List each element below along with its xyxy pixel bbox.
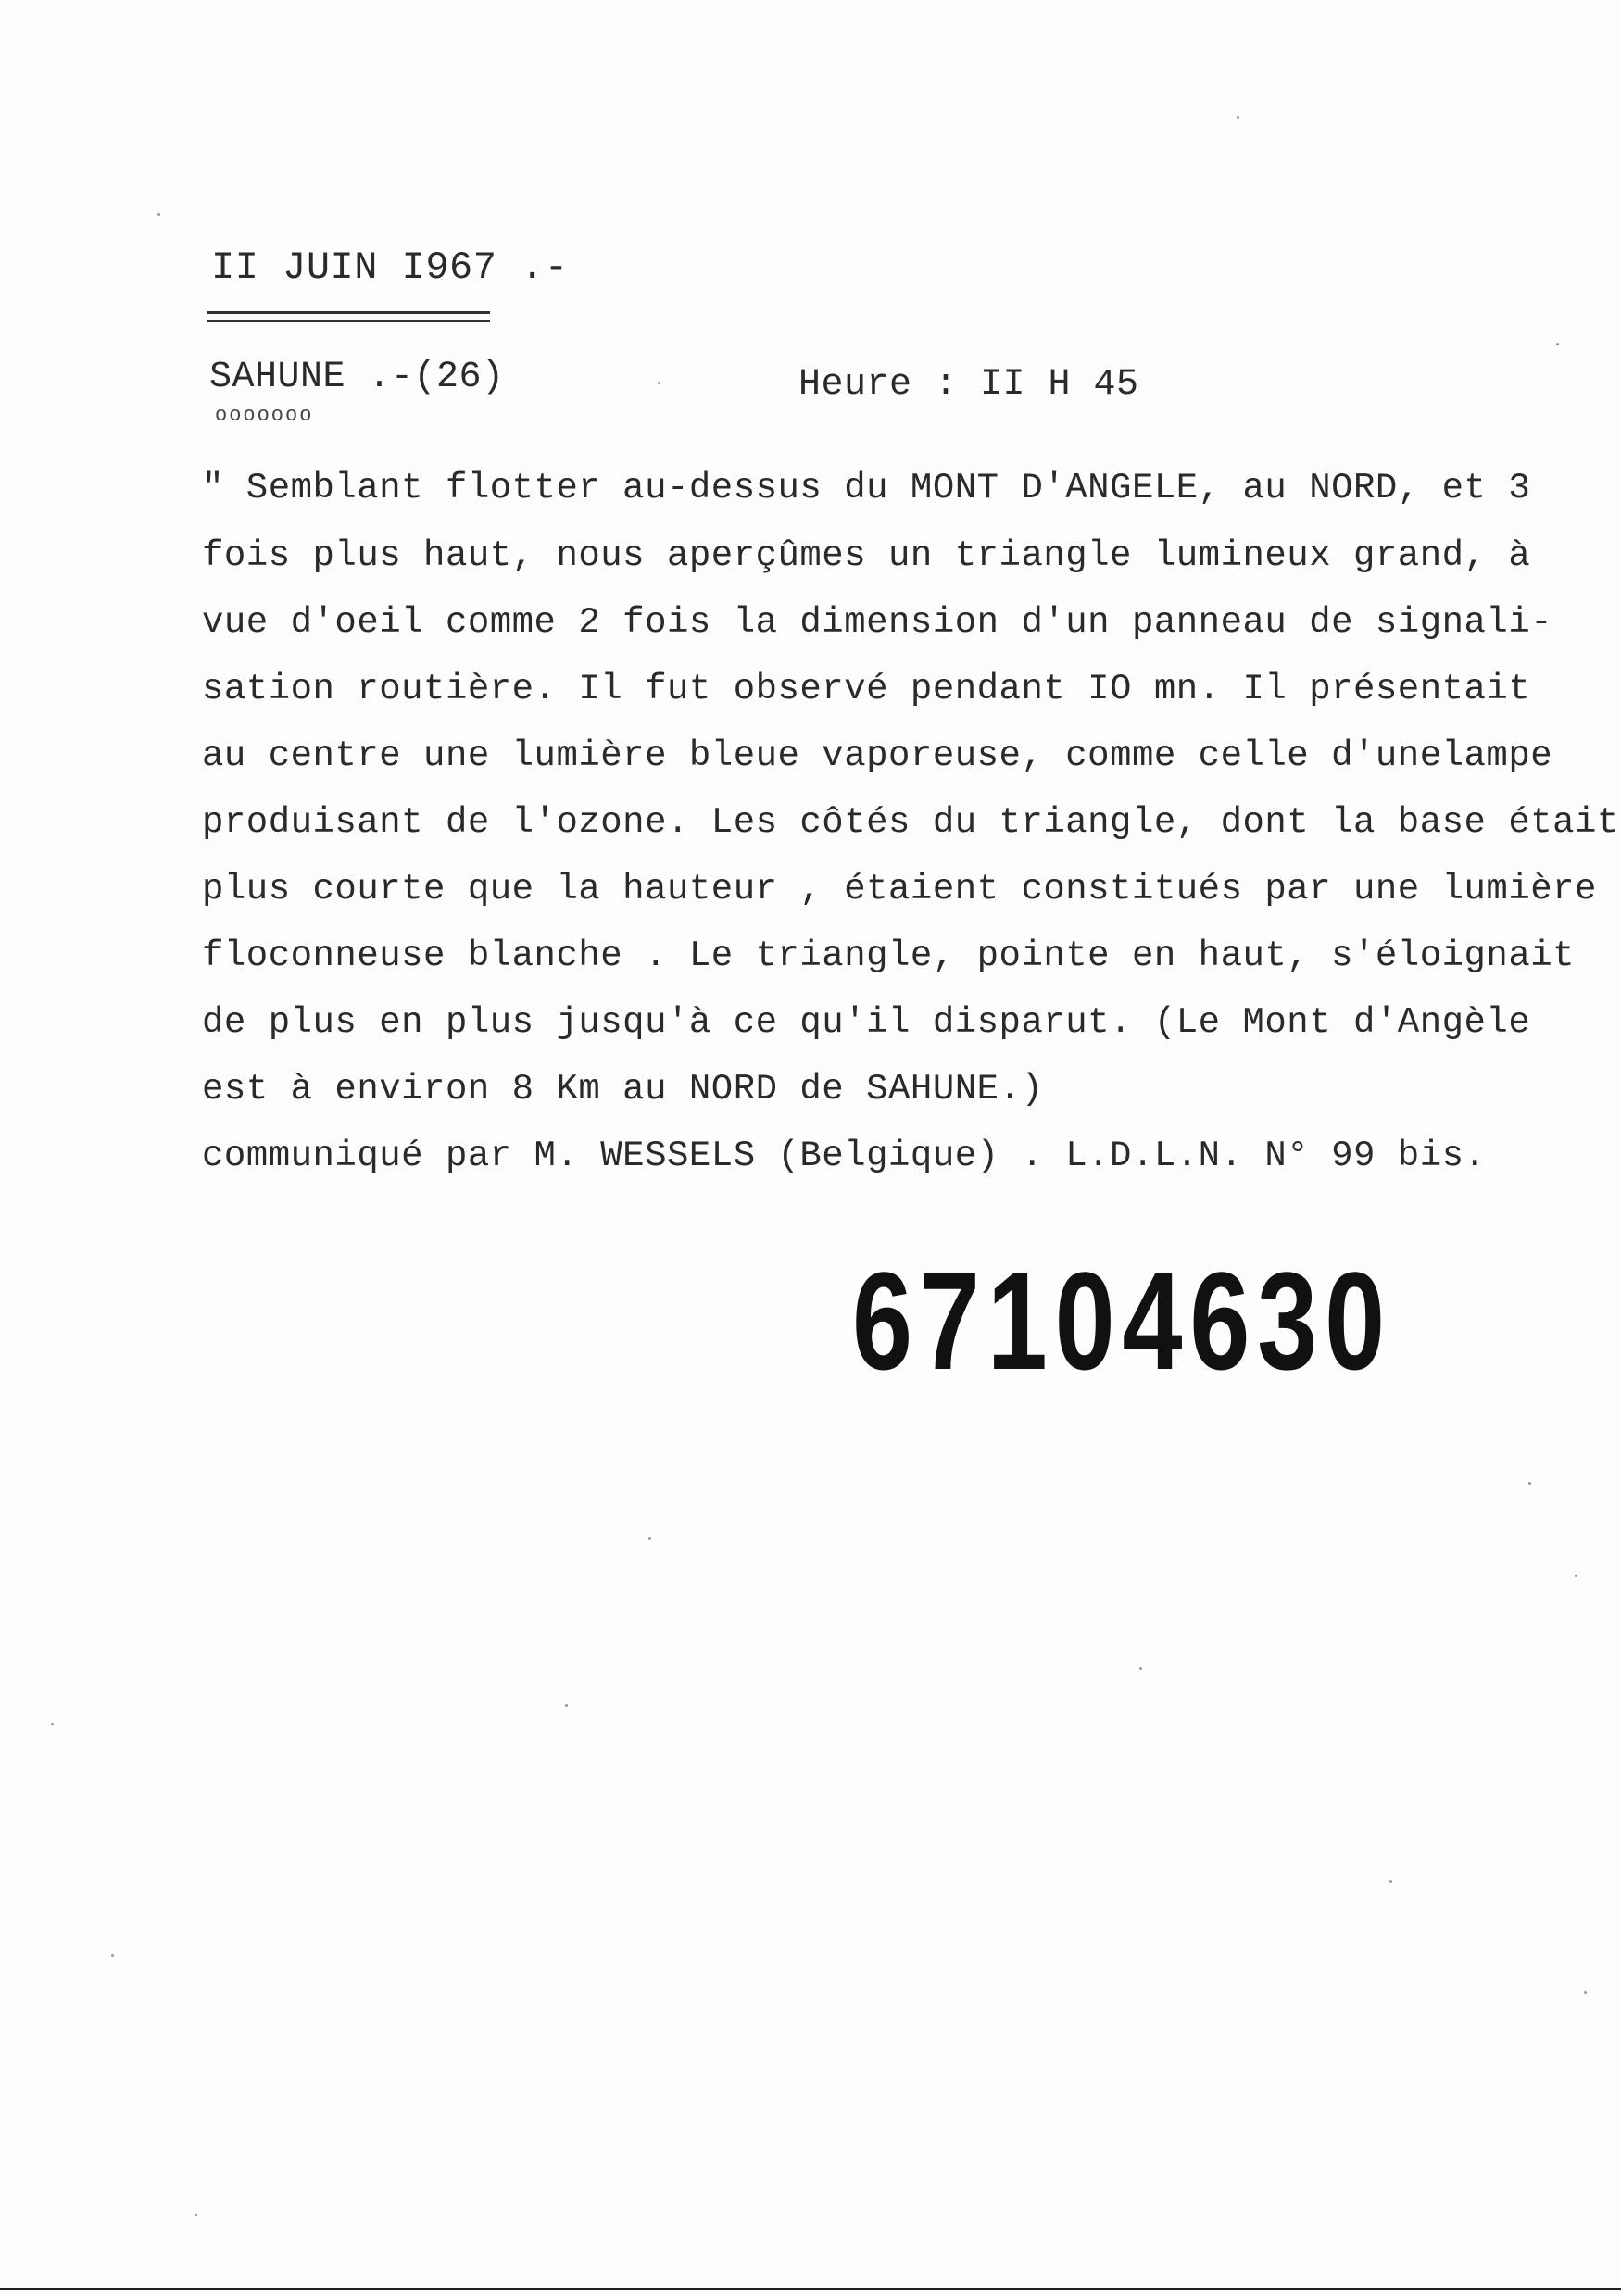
report-line: plus courte que la hauteur , étaient constitués par une lumière (202, 869, 1597, 910)
report-line: est à environ 8 Km au NORD de SAHUNE.) (202, 1069, 1044, 1110)
scan-speck (1528, 1482, 1531, 1485)
scan-speck (51, 1723, 54, 1725)
date-underline-bottom (207, 320, 490, 322)
case-number-stamp: 67104630 (852, 1243, 1392, 1399)
place-underline: ooooooo (215, 404, 314, 427)
report-line: fois plus haut, nous aperçûmes un triangle lumineux grand, à (202, 535, 1531, 576)
report-place: SAHUNE .-(26) (209, 357, 505, 398)
scan-speck (1556, 343, 1559, 345)
report-line: sation routière. Il fut observé pendant IO mn. Il présentait (202, 669, 1531, 709)
report-line: de plus en plus jusqu'à ce qu'il disparut. (Le Mont d'Angèle (202, 1002, 1531, 1043)
scan-speck (111, 1954, 114, 1957)
scan-speck (1237, 116, 1239, 119)
report-time: Heure : II H 45 (798, 364, 1139, 406)
report-date: II JUIN I967 .- (211, 245, 569, 290)
report-line: vue d'oeil comme 2 fois la dimension d'un panneau de signali- (202, 602, 1553, 643)
page-bottom-edge (0, 2288, 1621, 2290)
report-line: au centre une lumière bleue vaporeuse, comme celle d'unelampe (202, 735, 1553, 776)
report-line: " Semblant flotter au-dessus du MONT D'ANGELE, au NORD, et 3 (202, 468, 1531, 508)
scan-speck (658, 382, 660, 384)
scan-speck (1139, 1667, 1142, 1670)
scan-speck (1584, 1991, 1587, 1994)
scan-speck (1575, 1575, 1577, 1577)
report-line: floconneuse blanche . Le triangle, pointe en haut, s'éloignait (202, 935, 1576, 976)
scan-speck (195, 2214, 197, 2216)
report-line: produisant de l'ozone. Les côtés du triangle, dont la base était (202, 802, 1619, 843)
scan-speck (157, 213, 160, 216)
scan-speck (565, 1704, 568, 1707)
report-source-line: communiqué par M. WESSELS (Belgique) . L.D.L.N. N° 99 bis. (202, 1135, 1487, 1176)
scan-speck (1389, 1880, 1392, 1883)
date-underline-top (207, 311, 490, 314)
scan-speck (648, 1537, 651, 1540)
